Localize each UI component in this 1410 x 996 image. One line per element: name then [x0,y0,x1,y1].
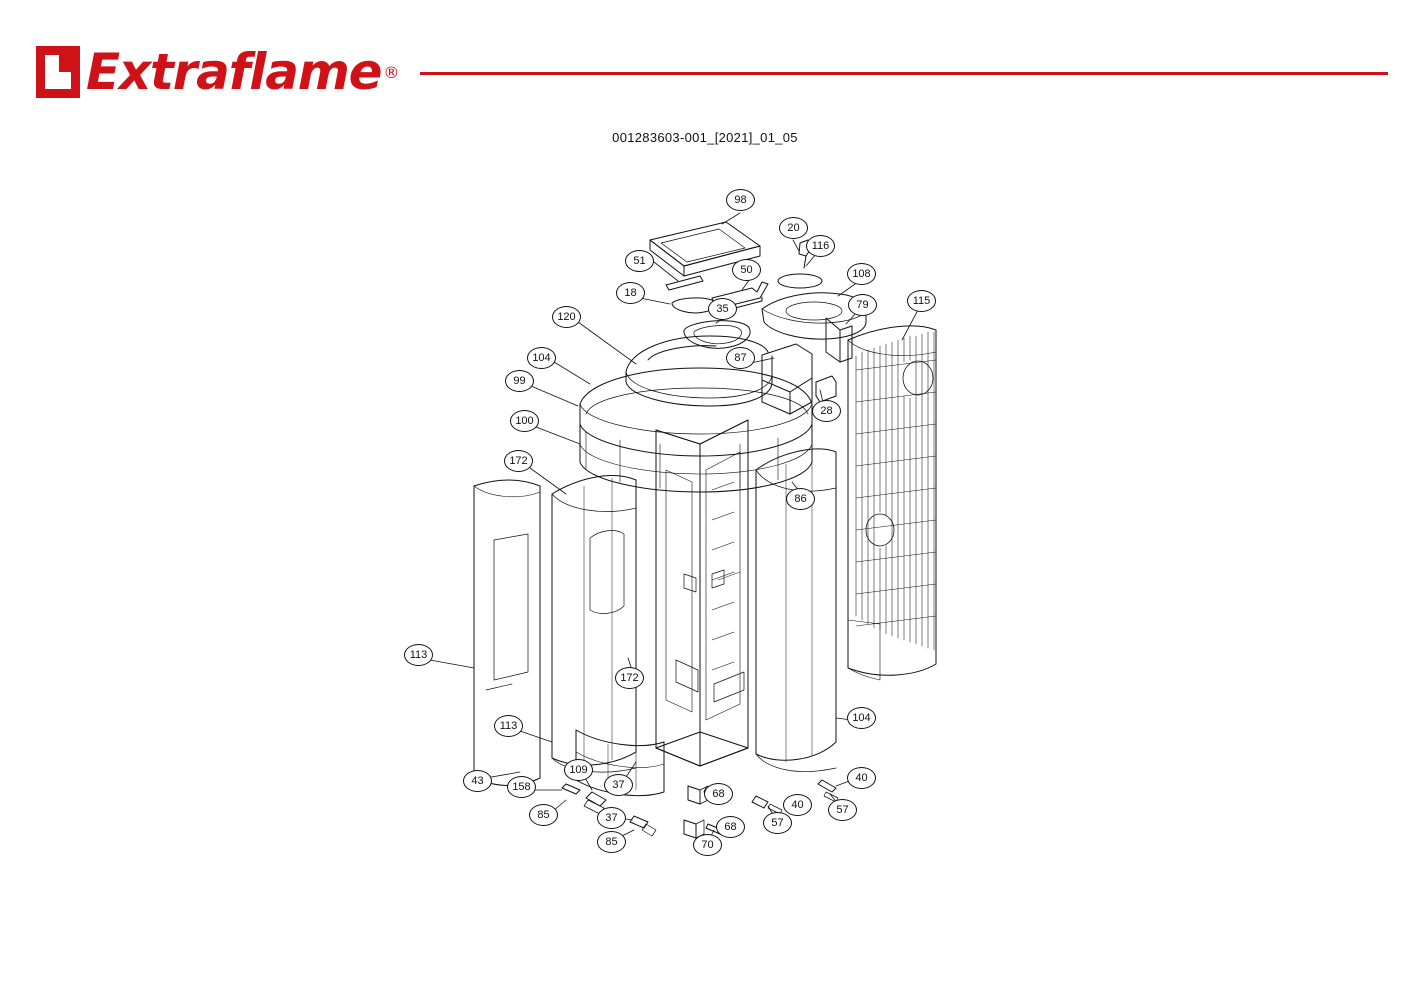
part-bracket-87 [762,344,812,414]
callout-balloon-86: 86 [786,488,815,510]
callout-balloon-113: 113 [494,715,523,737]
callout-balloon-108: 108 [847,263,876,285]
callout-balloon-68: 68 [704,783,733,805]
callout-balloon-172: 172 [615,667,644,689]
part-hopper-lid-35 [684,321,750,349]
callout-balloon-85: 85 [597,831,626,853]
callout-balloon-37: 37 [597,807,626,829]
document-code: 001283603-001_[2021]_01_05 [612,130,798,145]
part-main-chassis [656,420,748,766]
part-oval-116 [778,274,822,288]
part-rod-51 [666,276,703,290]
callout-balloon-40: 40 [783,794,812,816]
callout-balloon-104: 104 [527,347,556,369]
callout-balloon-57: 57 [763,812,792,834]
part-small-bracket-28 [816,376,836,402]
callout-balloon-68: 68 [716,816,745,838]
part-ring-99 [586,388,808,414]
callout-balloon-37: 37 [604,774,633,796]
callout-balloon-98: 98 [726,189,755,211]
callout-balloon-70: 70 [693,834,722,856]
callout-balloon-35: 35 [708,298,737,320]
callout-balloon-40: 40 [847,767,876,789]
callout-balloon-116: 116 [806,235,835,257]
callout-balloon-51: 51 [625,250,654,272]
callout-balloon-100: 100 [510,410,539,432]
callout-balloon-87: 87 [726,347,755,369]
callout-balloon-57: 57 [828,799,857,821]
callout-balloon-113: 113 [404,644,433,666]
part-lid-rim-120 [626,336,772,406]
callout-balloon-109: 109 [564,759,593,781]
registered-trademark-icon: ® [383,62,400,82]
callout-balloon-158: 158 [507,776,536,798]
callout-balloon-120: 120 [552,306,581,328]
part-rear-grid-panel-115 [848,326,936,680]
part-ceramic-left-172 [552,476,636,772]
callout-balloon-18: 18 [616,282,645,304]
callout-balloon-79: 79 [848,294,877,316]
callout-balloon-85: 85 [529,804,558,826]
callout-balloon-115: 115 [907,290,936,312]
callout-balloon-50: 50 [732,259,761,281]
callout-balloon-28: 28 [812,400,841,422]
callout-balloon-43: 43 [463,770,492,792]
brand-name: Extraflame [86,43,382,101]
callout-balloon-104: 104 [847,707,876,729]
callout-balloon-20: 20 [779,217,808,239]
callout-balloon-99: 99 [505,370,534,392]
callout-balloon-172: 172 [504,450,533,472]
part-side-panel-left-113 [474,480,540,786]
